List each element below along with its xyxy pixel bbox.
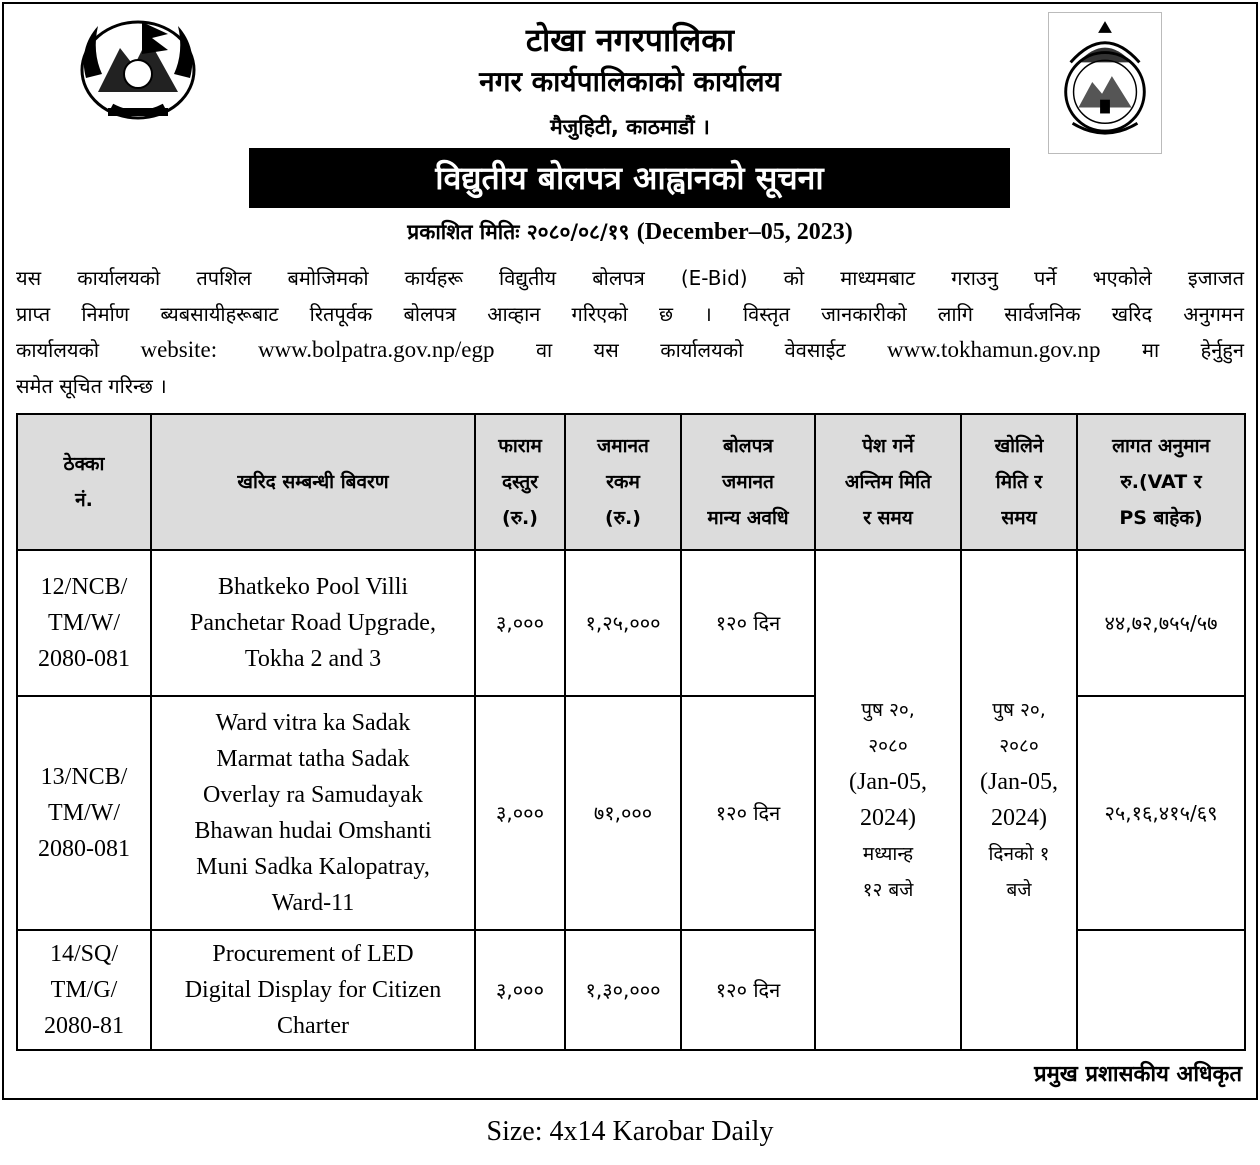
form-fee-cell: ३,००० [475, 930, 565, 1050]
submission-deadline-cell: पुष २०, २०८० (Jan-05, 2024) मध्यान्ह १२ बजे [815, 550, 961, 1050]
description-cell: Ward vitra ka Sadak Marmat tatha Sadak Overlay ra Samudayak Bhawan hudai Omshanti Muni Sadka Kalopatray, Ward-11 [151, 696, 475, 930]
validity-cell: १२० दिन [681, 930, 815, 1050]
header-validity: बोलपत्र जमानत मान्य अवधि [681, 414, 815, 550]
estimate-cell: ४४,७२,७५५/५७ [1077, 550, 1245, 696]
published-date-en: (December–05, 2023) [636, 219, 853, 245]
security-cell: ७१,००० [565, 696, 681, 930]
ad-size-footer: Size: 4x14 Karobar Daily [486, 1116, 774, 1147]
estimate-cell: २५,१६,४१५/६९ [1077, 696, 1245, 930]
intro-line-1: यस कार्यालयको तपशिल बमोजिमको कार्यहरू विद्युतीय बोलपत्र (E-Bid) को माध्यमबाट गराउनु पर्ने भएकोले इजाजत [16, 266, 1244, 290]
form-fee-cell: ३,००० [475, 550, 565, 696]
validity-cell: १२० दिन [681, 550, 815, 696]
security-cell: १,३०,००० [565, 930, 681, 1050]
contract-no-cell: 14/SQ/ TM/G/ 2080-81 [17, 930, 151, 1050]
intro-line-3-c: वा यस कार्यालयको वेवसाईट [535, 338, 846, 362]
table-row [17, 550, 1245, 696]
security-cell: १,२५,००० [565, 550, 681, 696]
header-description: खरिद सम्बन्धी बिवरण [151, 414, 475, 550]
header-estimate: लागत अनुमान रु.(VAT र PS बाहेक) [1077, 414, 1245, 550]
bolpatra-website-link[interactable]: website: www.bolpatra.gov.np/egp [140, 337, 495, 362]
office-name: नगर कार्यपालिकाको कार्यालय [479, 65, 781, 98]
header-form-fee: फाराम दस्तुर (रु.) [475, 414, 565, 550]
notice-title-bar: विद्युतीय बोलपत्र आह्वानको सूचना [249, 148, 1010, 208]
intro-line-3-a: कार्यालयको [16, 338, 100, 362]
intro-paragraph [16, 260, 1244, 404]
signoff-title: प्रमुख प्रशासकीय अधिकृत [1034, 1062, 1242, 1087]
contract-no-cell: 12/NCB/ TM/W/ 2080-081 [17, 550, 151, 696]
published-date-np: प्रकाशित मितिः २०८०/०८/१९ [407, 220, 630, 244]
tokha-municipality-logo-icon [1048, 12, 1162, 154]
intro-line-4: समेत सूचित गरिन्छ । [16, 374, 167, 398]
office-address: मैजुहिटी, काठमाडौं । [550, 115, 710, 139]
header-opening: खोलिने मिति र समय [961, 414, 1077, 550]
form-fee-cell: ३,००० [475, 696, 565, 930]
opening-date-cell: पुष २०, २०८० (Jan-05, 2024) दिनको १ बजे [961, 550, 1077, 1050]
contract-no-cell: 13/NCB/ TM/W/ 2080-081 [17, 696, 151, 930]
description-cell: Bhatkeko Pool Villi Panchetar Road Upgrade, Tokha 2 and 3 [151, 550, 475, 696]
validity-cell: १२० दिन [681, 696, 815, 930]
header-security: जमानत रकम (रु.) [565, 414, 681, 550]
bid-table [16, 413, 1246, 1051]
intro-line-2: प्राप्त निर्माण ब्यबसायीहरूबाट रितपूर्वक बोलपत्र आव्हान गरिएको छ । विस्तृत जानकारीको लागि सार्वजनिक खरिद अनुगमन [16, 302, 1244, 326]
intro-line-3 [16, 332, 1244, 368]
description-cell: Procurement of LED Digital Display for Citizen Charter [151, 930, 475, 1050]
header-contract-no: ठेक्का नं. [17, 414, 151, 550]
table-header-row [17, 414, 1245, 550]
header-submission: पेश गर्ने अन्तिम मिति र समय [815, 414, 961, 550]
published-date [0, 218, 1260, 246]
tokhamun-website-link[interactable]: www.tokhamun.gov.np [886, 337, 1101, 362]
estimate-cell [1077, 930, 1245, 1050]
intro-line-3-e: मा हेर्नुहुन [1142, 338, 1245, 362]
org-name: टोखा नगरपालिका [525, 21, 735, 59]
